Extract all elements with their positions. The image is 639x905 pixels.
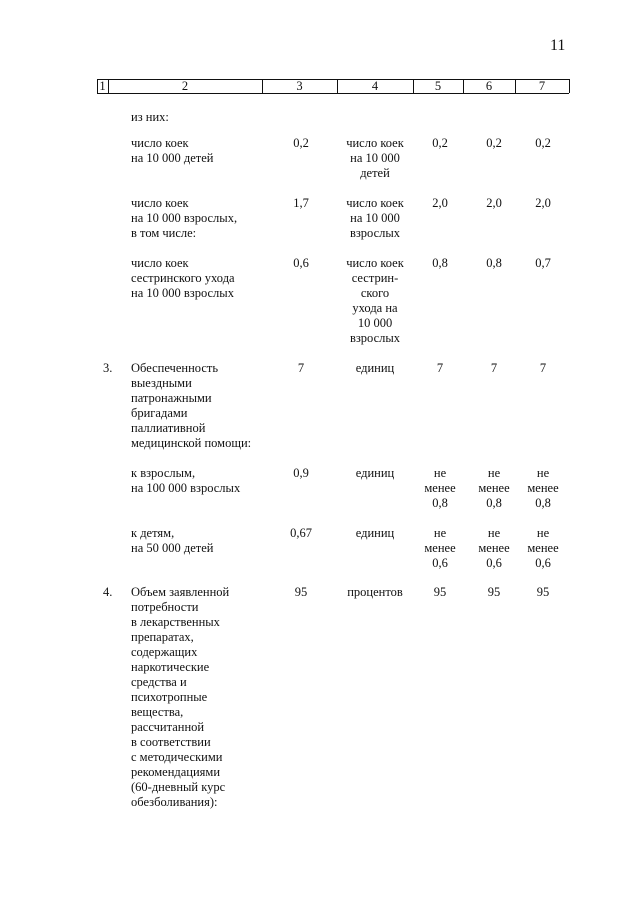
header-cell-6: 6 <box>485 79 493 93</box>
value-col-7: не менее 0,6 <box>527 526 559 570</box>
indicator-name: Объем заявленной потребности в лекарственных препаратах, содержащих наркотические средства и психотропные вещества, рассчитанной в соответствии с методическими рекомендациями (60-дневный курс обезболивания): <box>131 585 230 809</box>
value-col-6: 95 <box>487 585 501 599</box>
header-cell-2: 2 <box>181 79 189 93</box>
indicator-name: число коек на 10 000 взрослых, в том числе: <box>131 196 238 240</box>
indicator-name: к взрослым, на 100 000 взрослых <box>131 466 241 495</box>
value-col-7: 2,0 <box>535 196 551 210</box>
indicator-name: Обеспеченность выездными патронажными бригадами паллиативной медицинской помощи: <box>131 361 252 450</box>
header-divider <box>569 79 570 93</box>
header-cell-7: 7 <box>538 79 546 93</box>
value-col-5: 0,2 <box>432 136 448 150</box>
base-value: 0,9 <box>293 466 309 480</box>
row-number: 4. <box>103 585 113 599</box>
intro-text: из них: <box>131 110 169 124</box>
unit: процентов <box>347 585 403 599</box>
value-col-6: 7 <box>490 361 498 375</box>
value-col-6: 0,2 <box>486 136 502 150</box>
header-cell-5: 5 <box>434 79 442 93</box>
base-value: 95 <box>294 585 308 599</box>
value-col-5: не менее 0,8 <box>424 466 456 510</box>
base-value: 7 <box>297 361 305 375</box>
unit: единиц <box>355 526 395 540</box>
base-value: 1,7 <box>293 196 309 210</box>
value-col-7: не менее 0,8 <box>527 466 559 510</box>
row-number: 3. <box>103 361 113 375</box>
value-col-7: 0,2 <box>535 136 551 150</box>
table-header <box>97 79 569 93</box>
value-col-6: 0,8 <box>486 256 502 270</box>
value-col-5: 2,0 <box>432 196 448 210</box>
indicator-name: число коек на 10 000 детей <box>131 136 214 165</box>
base-value: 0,2 <box>293 136 309 150</box>
value-col-6: не менее 0,8 <box>478 466 510 510</box>
value-col-7: 0,7 <box>535 256 551 270</box>
header-cell-1: 1 <box>99 79 106 93</box>
unit: единиц <box>355 361 395 375</box>
value-col-6: 2,0 <box>486 196 502 210</box>
value-col-7: 95 <box>536 585 550 599</box>
value-col-5: 7 <box>436 361 444 375</box>
base-value: 0,67 <box>290 526 312 540</box>
unit: число коек на 10 000 детей <box>346 136 404 180</box>
page-number: 11 <box>550 37 566 54</box>
value-col-7: 7 <box>539 361 547 375</box>
unit: число коек на 10 000 взрослых <box>346 196 404 240</box>
indicator-name: к детям, на 50 000 детей <box>131 526 214 555</box>
header-cell-4: 4 <box>371 79 379 93</box>
value-col-6: не менее 0,6 <box>478 526 510 570</box>
value-col-5: 95 <box>433 585 447 599</box>
header-bottom-rule <box>97 93 569 94</box>
base-value: 0,6 <box>293 256 309 270</box>
value-col-5: 0,8 <box>432 256 448 270</box>
header-cell-3: 3 <box>296 79 303 93</box>
unit: единиц <box>355 466 395 480</box>
unit: число коек сестрин- ского ухода на 10 000 взрослых <box>346 256 404 345</box>
indicator-name: число коек сестринского ухода на 10 000 взрослых <box>131 256 235 300</box>
value-col-5: не менее 0,6 <box>424 526 456 570</box>
